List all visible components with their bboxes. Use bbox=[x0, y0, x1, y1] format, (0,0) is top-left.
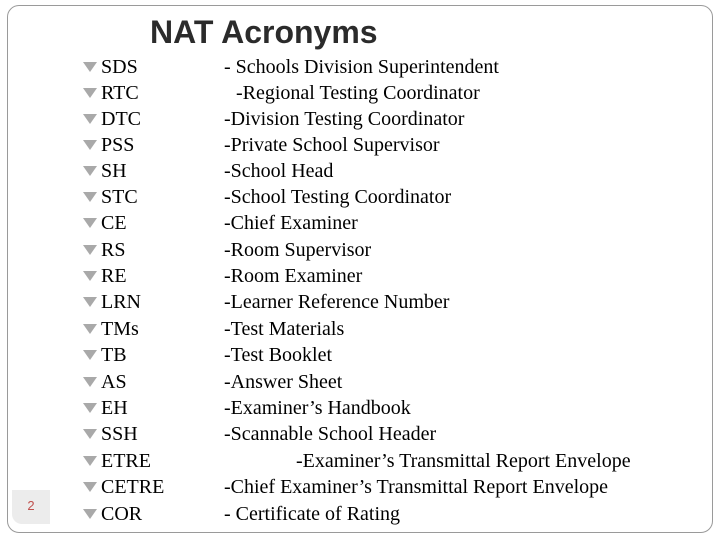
list-item bbox=[0, 369, 720, 395]
list-item bbox=[0, 474, 720, 500]
list-item bbox=[0, 132, 720, 158]
acronym: STC bbox=[101, 186, 138, 208]
page-number: 2 bbox=[27, 498, 35, 513]
acronym: PSS bbox=[101, 134, 135, 156]
triangle-down-bullet-icon bbox=[83, 192, 97, 202]
list-item bbox=[0, 237, 720, 263]
definition: -Learner Reference Number bbox=[224, 291, 450, 313]
triangle-down-bullet-icon bbox=[83, 429, 97, 439]
triangle-down-bullet-icon bbox=[83, 377, 97, 387]
triangle-down-bullet-icon bbox=[83, 482, 97, 492]
acronym: SSH bbox=[101, 423, 138, 445]
triangle-down-bullet-icon bbox=[83, 166, 97, 176]
list-item bbox=[0, 289, 720, 315]
acronym: SDS bbox=[101, 56, 138, 78]
definition: -Chief Examiner’s Transmittal Report Envelope bbox=[224, 476, 609, 498]
definition: -Test Booklet bbox=[224, 344, 333, 366]
acronym: RE bbox=[101, 265, 127, 287]
definition: -Chief Examiner bbox=[224, 212, 358, 234]
list-item bbox=[0, 54, 720, 80]
acronym: EH bbox=[101, 397, 128, 419]
acronym: SH bbox=[101, 160, 127, 182]
list-item bbox=[0, 421, 720, 447]
list-item bbox=[0, 184, 720, 210]
definition: -School Testing Coordinator bbox=[224, 186, 452, 208]
list-item bbox=[0, 448, 720, 474]
definition: - Schools Division Superintendent bbox=[224, 56, 499, 78]
definition: - Certificate of Rating bbox=[224, 503, 401, 525]
triangle-down-bullet-icon bbox=[83, 245, 97, 255]
definition: -Answer Sheet bbox=[224, 371, 343, 393]
triangle-down-bullet-icon bbox=[83, 271, 97, 281]
triangle-down-bullet-icon bbox=[83, 403, 97, 413]
list-item bbox=[0, 263, 720, 289]
acronym: ETRE bbox=[101, 450, 151, 472]
triangle-down-bullet-icon bbox=[83, 324, 97, 334]
slide-title: NAT Acronyms bbox=[150, 14, 378, 50]
acronym: TB bbox=[101, 344, 127, 366]
triangle-down-bullet-icon bbox=[83, 88, 97, 98]
definition: -Room Supervisor bbox=[224, 239, 372, 261]
list-item bbox=[0, 501, 720, 527]
acronym: COR bbox=[101, 503, 143, 525]
definition: -Room Examiner bbox=[224, 265, 363, 287]
triangle-down-bullet-icon bbox=[83, 218, 97, 228]
acronym: CETRE bbox=[101, 476, 165, 498]
triangle-down-bullet-icon bbox=[83, 114, 97, 124]
definition: -Examiner’s Transmittal Report Envelope bbox=[296, 450, 631, 472]
acronym: LRN bbox=[101, 291, 141, 313]
definition: -Examiner’s Handbook bbox=[224, 397, 411, 419]
definition: -Private School Supervisor bbox=[224, 134, 440, 156]
list-item bbox=[0, 80, 720, 106]
acronym: DTC bbox=[101, 108, 141, 130]
triangle-down-bullet-icon bbox=[83, 62, 97, 72]
definition: -Regional Testing Coordinator bbox=[236, 82, 480, 104]
definition: -School Head bbox=[224, 160, 334, 182]
acronym: TMs bbox=[101, 318, 139, 340]
list-item bbox=[0, 342, 720, 368]
triangle-down-bullet-icon bbox=[83, 456, 97, 466]
list-item bbox=[0, 395, 720, 421]
triangle-down-bullet-icon bbox=[83, 350, 97, 360]
acronym: AS bbox=[101, 371, 127, 393]
list-item bbox=[0, 106, 720, 132]
list-item bbox=[0, 210, 720, 236]
list-item bbox=[0, 316, 720, 342]
definition: -Scannable School Header bbox=[224, 423, 437, 445]
triangle-down-bullet-icon bbox=[83, 509, 97, 519]
acronym: RTC bbox=[101, 82, 139, 104]
acronym: CE bbox=[101, 212, 127, 234]
list-item bbox=[0, 158, 720, 184]
triangle-down-bullet-icon bbox=[83, 297, 97, 307]
acronym: RS bbox=[101, 239, 126, 261]
definition: -Test Materials bbox=[224, 318, 345, 340]
definition: -Division Testing Coordinator bbox=[224, 108, 465, 130]
triangle-down-bullet-icon bbox=[83, 140, 97, 150]
